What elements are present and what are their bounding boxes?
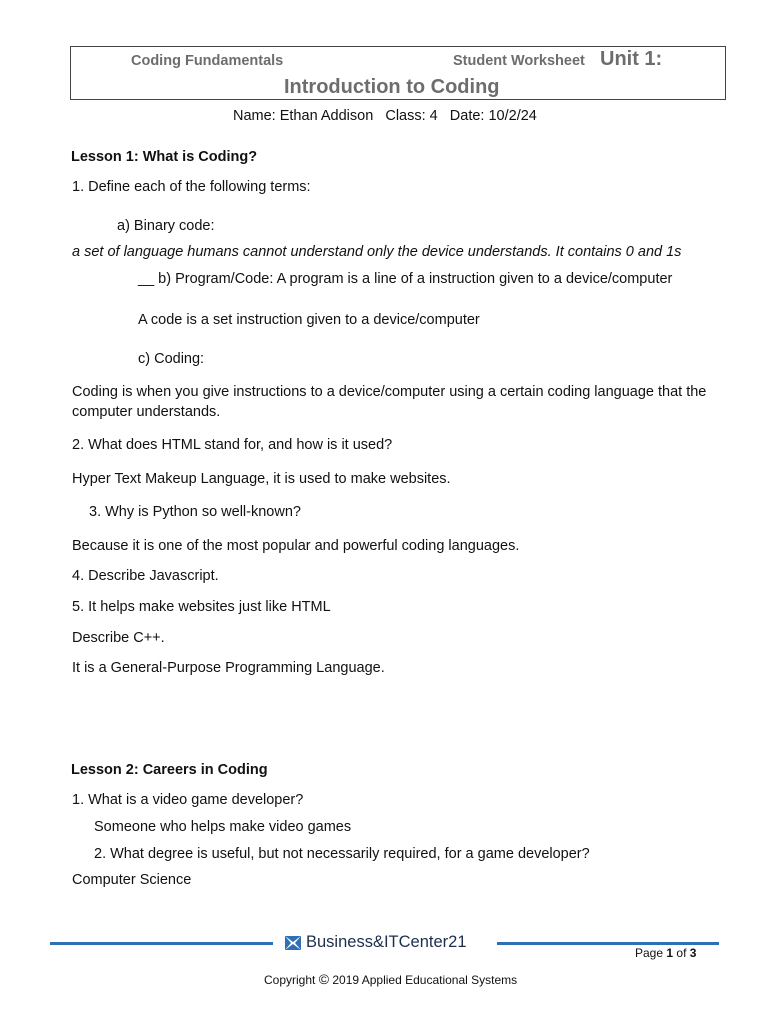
unit-label: Unit 1: <box>600 48 663 70</box>
footer-rule-left <box>50 942 273 945</box>
page-title: Introduction to Coding <box>284 76 500 98</box>
answer-2: Hyper Text Makeup Language, it is used to make websites. <box>72 471 451 487</box>
copyright-text: 2019 Applied Educational Systems <box>332 973 518 987</box>
footer-logo-text: Business&ITCenter21 <box>306 933 467 951</box>
copyright-line <box>264 971 517 987</box>
lesson-2-answer-2: Computer Science <box>72 872 192 888</box>
page-total: 3 <box>689 946 697 960</box>
page-number <box>635 946 696 960</box>
copyright-symbol: © <box>318 971 330 987</box>
question-4: 4. Describe Javascript. <box>72 568 219 584</box>
lesson-2-answer-1: Someone who helps make video games <box>94 819 352 835</box>
lesson-2-question-1: 1. What is a video game developer? <box>72 792 304 808</box>
question-1b: __ b) Program/Code: A program is a line of a instruction given to a device/computer <box>138 271 673 287</box>
lesson-1-heading: Lesson 1: What is Coding? <box>71 149 258 165</box>
question-1: 1. Define each of the following terms: <box>72 179 311 195</box>
lesson-2-question-2: 2. What degree is useful, but not necessarily required, for a game developer? <box>94 846 590 862</box>
copyright-prefix: Copyright <box>264 973 316 987</box>
footer-rule-right <box>497 942 719 945</box>
question-5b: Describe C++. <box>72 630 165 646</box>
answer-5: It is a General-Purpose Programming Language. <box>72 660 385 676</box>
question-1c: c) Coding: <box>138 351 205 367</box>
lesson-2-heading: Lesson 2: Careers in Coding <box>71 762 268 778</box>
question-1a: a) Binary code: <box>117 218 215 234</box>
page-prefix: Page <box>635 946 664 960</box>
course-name: Coding Fundamentals <box>131 53 284 69</box>
answer-3: Because it is one of the most popular and powerful coding languages. <box>72 538 520 554</box>
page-of: of <box>676 946 687 960</box>
student-info: Name: Ethan Addison Class: 4 Date: 10/2/24 <box>233 108 537 124</box>
answer-1b: A code is a set instruction given to a device/computer <box>138 312 480 328</box>
page-current: 1 <box>666 946 674 960</box>
question-5: 5. It helps make websites just like HTML <box>72 599 331 615</box>
question-3: 3. Why is Python so well-known? <box>89 504 301 520</box>
answer-1c: Coding is when you give instructions to a device/computer using a certain coding language that the computer understands. <box>72 384 707 420</box>
worksheet-label: Student Worksheet <box>453 53 585 69</box>
business-it-logo-icon <box>284 935 302 951</box>
question-2: 2. What does HTML stand for, and how is it used? <box>72 437 393 453</box>
answer-1a: a set of language humans cannot understand only the device understands. It contains 0 and 1s <box>72 244 682 260</box>
